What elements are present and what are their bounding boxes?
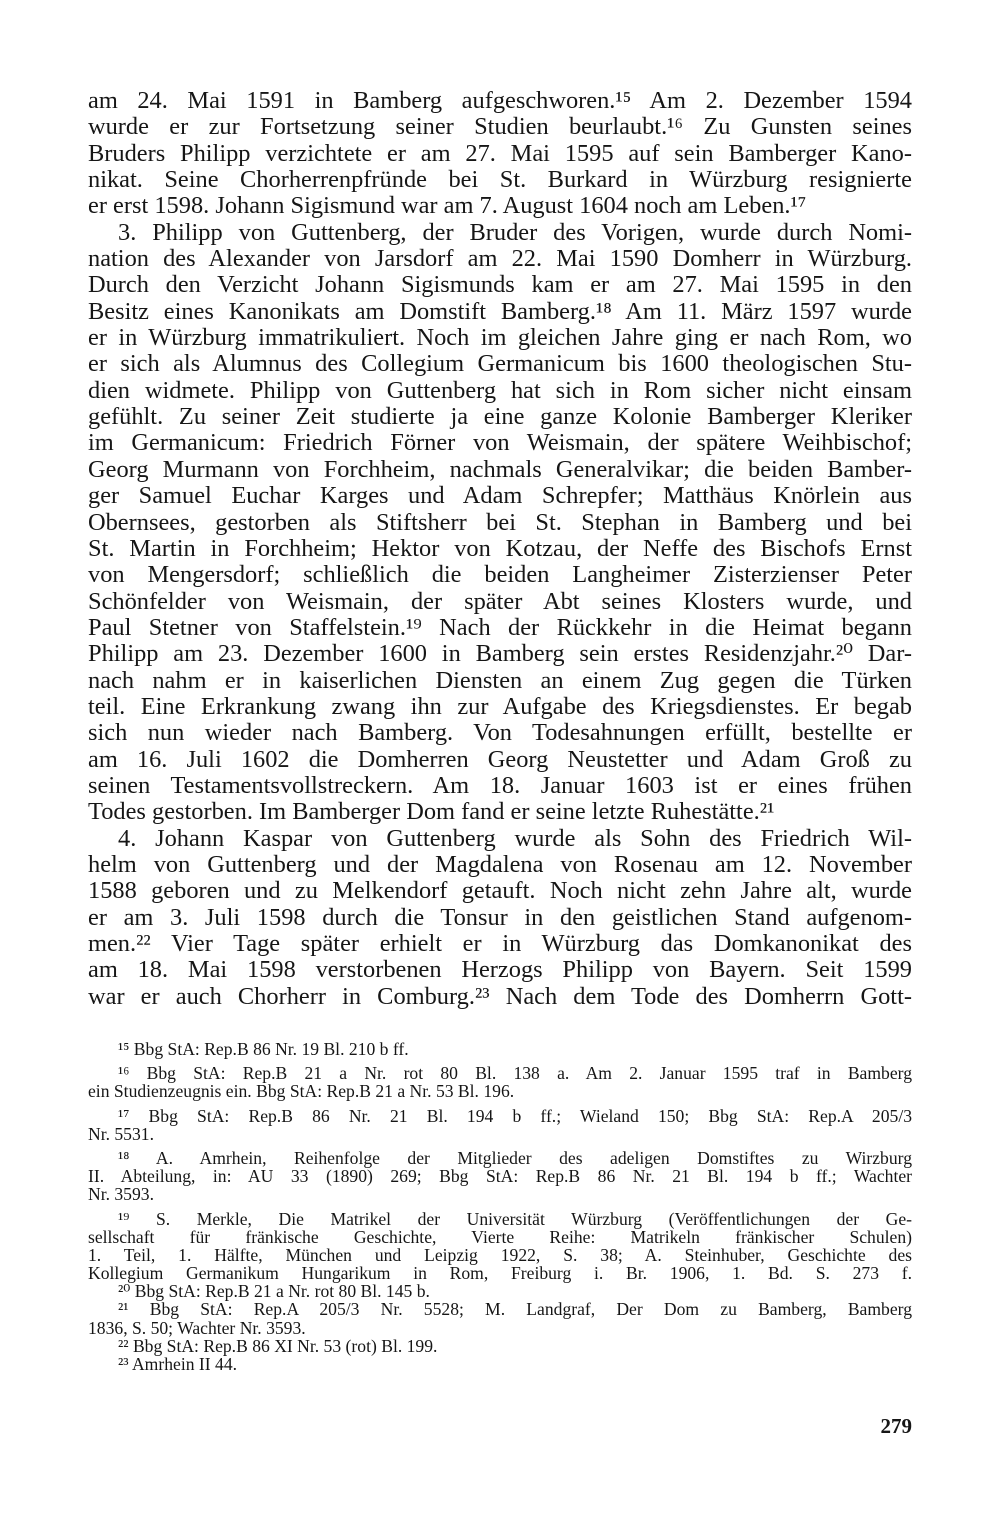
body-line: Philipp am 23. Dezember 1600 in Bamberg sein erstes Residenzjahr.²⁰ Dar-: [88, 640, 912, 668]
body-line: ger Samuel Euchar Karges und Adam Schrepfer; Matthäus Knörlein aus: [88, 482, 912, 510]
footnote-line: 1. Teil, 1. Hälfte, München und Leipzig 1922, S. 38; A. Steinhuber, Geschichte des: [88, 1244, 912, 1265]
body-line: im Germanicum: Friedrich Förner von Weismain, der spätere Weihbischof;: [88, 429, 912, 457]
footnote-line: ¹⁸ A. Amrhein, Reihenfolge der Mitglieder des adeligen Domstiftes zu Wirzburg: [118, 1147, 912, 1168]
body-line: er sich als Alumnus des Collegium Germanicum bis 1600 theologischen Stu-: [88, 350, 912, 378]
body-line: wurde er zur Fortsetzung seiner Studien beurlaubt.¹⁶ Zu Gunsten seines: [88, 113, 912, 141]
body-line: gefühlt. Zu seiner Zeit studierte ja eine ganze Kolonie Bamberger Kleriker: [88, 403, 912, 431]
body-line: am 16. Juli 1602 die Domherren Georg Neustetter und Adam Groß zu: [88, 745, 912, 773]
footnote-line: Nr. 3593.: [88, 1184, 154, 1205]
body-text: [88, 88, 912, 1010]
body-line: nation des Alexander von Jarsdorf am 22. Mai 1590 Domherr in Würzburg.: [88, 245, 912, 273]
body-line: Todes gestorben. Im Bamberger Dom fand er seine letzte Ruhestätte.²¹: [88, 798, 775, 826]
body-line: er erst 1598. Johann Sigismund war am 7. August 1604 noch am Leben.¹⁷: [88, 192, 807, 220]
body-line: Georg Murmann von Forchheim, nachmals Generalvikar; die beiden Bamber-: [88, 455, 912, 483]
footnote-line: ²¹ Bbg StA: Rep.A 205/3 Nr. 5528; M. Landgraf, Der Dom zu Bamberg, Bamberg: [118, 1299, 912, 1320]
body-line: dien widmete. Philipp von Guttenberg hat sich in Rom sicher nicht einsam: [88, 376, 912, 404]
body-line: St. Martin in Forchheim; Hektor von Kotzau, der Neffe des Bischofs Ernst: [88, 534, 912, 562]
body-line: er am 3. Juli 1598 durch die Tonsur in den geistlichen Stand aufgenom-: [88, 903, 912, 931]
body-line: men.²² Vier Tage später erhielt er in Würzburg das Domkanonikat des: [88, 930, 912, 957]
footnote-line: ¹⁷ Bbg StA: Rep.B 86 Nr. 21 Bl. 194 b ff.; Wieland 150; Bbg StA: Rep.A 205/3: [118, 1105, 912, 1126]
page-number: 279: [880, 1414, 912, 1438]
body-line: 4. Johann Kaspar von Guttenberg wurde als Sohn des Friedrich Wil-: [118, 824, 912, 852]
body-line: Paul Stetner von Staffelstein.¹⁹ Nach der Rückkehr in die Heimat begann: [88, 613, 912, 641]
footnote-line: ¹⁶ Bbg StA: Rep.B 21 a Nr. rot 80 Bl. 138 a. Am 2. Januar 1595 traf in Bamberg: [118, 1063, 912, 1084]
footnotes: [88, 1040, 912, 1373]
body-line: war er auch Chorherr in Comburg.²³ Nach dem Tode des Domherrn Gott-: [88, 982, 912, 1010]
footnote-line: ²³ Amrhein II 44.: [118, 1354, 238, 1374]
footnote-line: ²² Bbg StA: Rep.B 86 XI Nr. 53 (rot) Bl. 199.: [118, 1335, 438, 1356]
body-line: nikat. Seine Chorherrenpfründe bei St. Burkard in Würzburg resignierte: [88, 166, 912, 194]
footnote-line: 1836, S. 50; Wachter Nr. 3593.: [88, 1317, 306, 1338]
body-line: am 24. Mai 1591 in Bamberg aufgeschworen.¹⁵ Am 2. Dezember 1594: [88, 87, 912, 114]
body-line: Bruders Philipp verzichtete er am 27. Mai 1595 auf sein Bamberger Kano-: [88, 139, 912, 167]
body-line: Durch den Verzicht Johann Sigismunds kam er am 27. Mai 1595 in den: [88, 271, 912, 299]
body-line: helm von Guttenberg und der Magdalena von Rosenau am 12. November: [88, 850, 912, 878]
footnote-line: II. Abteilung, in: AU 33 (1890) 269; Bbg StA: Rep.B 86 Nr. 21 Bl. 194 b ff.; Wachter: [88, 1166, 912, 1187]
footnote-line: ¹⁹ S. Merkle, Die Matrikel der Universität Würzburg (Veröffentlichungen der Ge-: [118, 1208, 912, 1229]
footnote-line: ²⁰ Bbg StA: Rep.B 21 a Nr. rot 80 Bl. 145 b.: [118, 1281, 430, 1302]
footnote-line: Nr. 5531.: [88, 1123, 154, 1144]
footnote-line: ein Studienzeugnis ein. Bbg StA: Rep.B 21 a Nr. 53 Bl. 196.: [88, 1081, 515, 1102]
footnote-line: ¹⁵ Bbg StA: Rep.B 86 Nr. 19 Bl. 210 b ff.: [118, 1039, 409, 1059]
body-line: von Mengersdorf; schließlich die beiden Langheimer Zisterzienser Peter: [88, 561, 912, 589]
body-line: teil. Eine Erkrankung zwang ihn zur Aufgabe des Kriegsdienstes. Er begab: [88, 692, 912, 720]
body-line: am 18. Mai 1598 verstorbenen Herzogs Philipp von Bayern. Seit 1599: [88, 956, 912, 984]
body-line: Schönfelder von Weismain, der später Abt seines Klosters wurde, und: [88, 587, 912, 615]
body-line: Besitz eines Kanonikats am Domstift Bamberg.¹⁸ Am 11. März 1597 wurde: [88, 297, 912, 325]
footnote-line: sellschaft für fränkische Geschichte, Vierte Reihe: Matrikeln fränkischer Schulen): [88, 1226, 912, 1247]
body-line: sich nun wieder nach Bamberg. Von Todesahnungen erfüllt, bestellte er: [88, 719, 912, 747]
footnote-line: Kollegium Germanikum Hungarikum in Rom, Freiburg i. Br. 1906, 1. Bd. S. 273 f.: [88, 1263, 912, 1284]
body-line: 1588 geboren und zu Melkendorf getauft. Noch nicht zehn Jahre alt, wurde: [88, 877, 912, 905]
body-line: nach nahm er in kaiserlichen Diensten an einem Zug gegen die Türken: [88, 666, 912, 694]
body-line: 3. Philipp von Guttenberg, der Bruder des Vorigen, wurde durch Nomi-: [118, 218, 912, 246]
body-line: er in Würzburg immatrikuliert. Noch im gleichen Jahre ging er nach Rom, wo: [88, 324, 912, 352]
body-line: Obernsees, gestorben als Stiftsherr bei St. Stephan in Bamberg und bei: [88, 508, 912, 536]
body-line: seinen Testamentsvollstreckern. Am 18. Januar 1603 ist er eines frühen: [88, 771, 912, 799]
